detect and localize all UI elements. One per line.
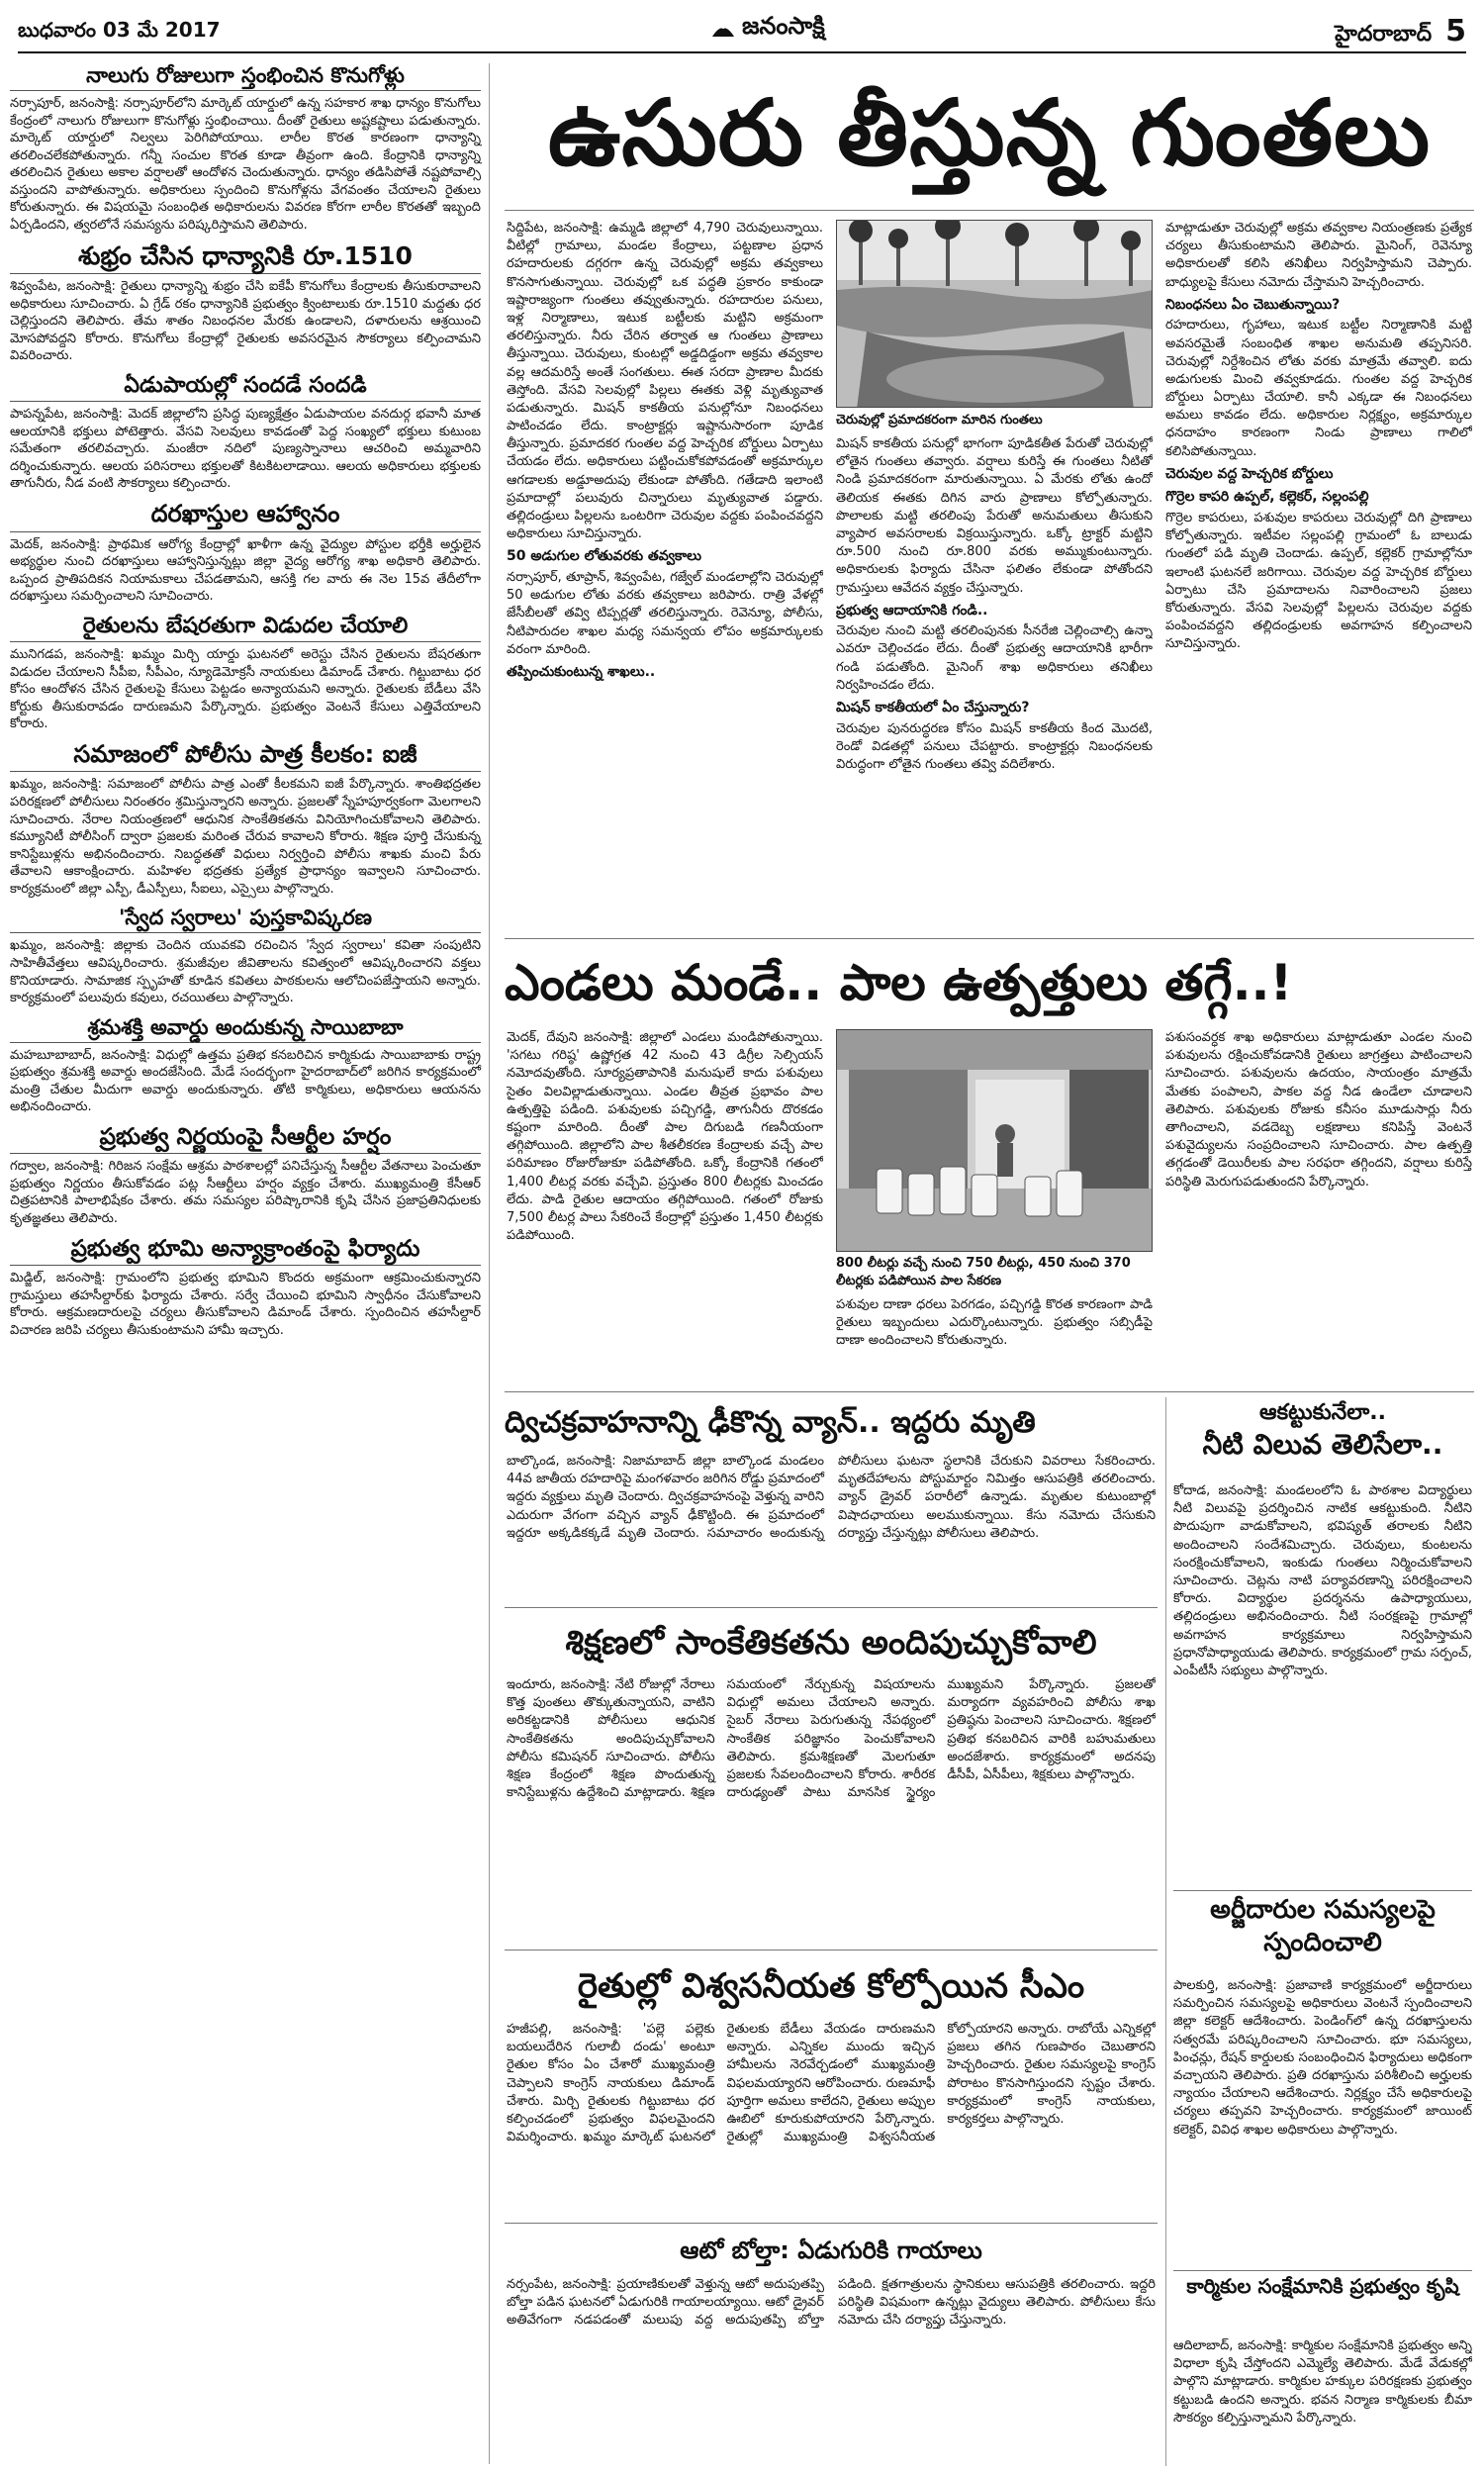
lead-headline: ఉసురు తీస్తున్న గుంతలు	[547, 80, 1432, 186]
petitioners-headline-line1: అర్జీదారుల సమస్యలపై	[1210, 1895, 1436, 1925]
left-story-headline: 'స్వేద స్వరాలు' పుస్తకావిష్కరణ	[10, 905, 481, 933]
milk-body-2: పశుసంవర్ధక శాఖ అధికారులు మాట్లాడుతూ ఎండల నుంచి పశువులను రక్షించుకోవడానికి రైతులు జాగ్రత్తలు పాటించాలని సూచించారు. పశువులను ఉదయం, సాయంత్రం మాత్రమే మేతకు పంపాలని, పాకల వద్ద నీడ ఉండేలా చూడాలని తెలిపారు. పశువులకు రోజుకు కనీసం మూడుసార్లు నీరు తాగించాలని, వడదెబ్బ లక్షణాలు కనిపిస్తే వెంటనే పశువైద్యులను సంప్రదించాలని సూచించారు. పాల ఉత్పత్తి తగ్గడంతో డెయిరీలకు పాల సరఫరా తగ్గిందని, వర్షాలు కురిస్తే పరిస్థితి మెరుగుపడుతుందని పేర్కొన్నారు.	[1165, 1030, 1472, 1189]
petitioners-article	[1173, 1977, 1472, 2264]
milk-body-1b: పశువుల దాణా ధరలు పెరగడం, పచ్చిగడ్డి కొరత కారణంగా పాడి రైతులు ఇబ్బందులు ఎదుర్కొంటున్నారు. ప్రభుత్వం సబ్సిడీపై దాణా అందించాలని కోరుతున్నారు.	[836, 1297, 1153, 1349]
milk-cans-image	[837, 1030, 1153, 1252]
lead-subhead-f: చెరువుల వద్ద హెచ్చరిక బోర్డులు	[1165, 465, 1334, 482]
lead-body-1: సిద్దిపేట, జనంసాక్షి: ఉమ్మడి జిల్లాలో 4,790 చెరువులున్నాయి. వీటిల్లో గ్రామాలు, మండల కేంద్రాలు, పట్టణాల ప్రధాన రహదారులకు దగ్గరగా ఉన్న చెరువుల్లో అక్రమ తవ్వకాలు కొనసాగుతున్నాయి. చెరువుల్లో ఒక పద్ధతి ప్రకారం కాకుండా ఇష్టారాజ్యంగా గుంతలు తవ్వుతున్నారు. రహదారుల పనులు, ఇళ్ల నిర్మాణాలు, ఇటుక బట్టీలకు మట్టిని అక్రమంగా తరలిస్తున్నారు. నీరు చేరిన తర్వాత ఆ గుంతలు ప్రాణాలు తీస్తున్నాయి. చెరువులు, కుంటల్లో అడ్డదిడ్డంగా అక్రమ తవ్వకాల వల్ల ఆదమరిస్తే అంతే సంగతులు. ఈత సరదా ప్రాణాల మీదకు తెస్తోంది. వేసవి సెలవుల్లో పిల్లలు ఈతకు వెళ్లి మృత్యువాత పడుతున్నారు. మిషన్ కాకతీయ పనుల్లోనూ నిబంధనలు పాటించడం లేదు. కాంట్రాక్టర్లు ఇష్టానుసారంగా పూడిక తీస్తున్నారు. ప్రమాదకర గుంతల వద్ద హెచ్చరిక బోర్డులు ఏర్పాటు చేయడం లేదు. అధికారులు పట్టించుకోకపోవడంతో అక్రమార్కుల ఆగడాలకు అడ్డూఅదుపు లేకుండా పోతోంది. గతేడాది ఇలాంటి ప్రమాదాల్లో పలువురు చిన్నారులు మృత్యువాత పడ్డారు. తల్లిదండ్రులు పిల్లలను ఒంటరిగా చెరువుల వద్దకు పంపించవద్దని అధికారులు సూచిస్తున్నారు.	[507, 221, 823, 542]
logo-text: జనంసాక్షి	[742, 12, 825, 40]
newspaper-logo	[710, 12, 825, 46]
milk-article-col1b	[836, 1296, 1153, 1385]
lead-article-col1	[507, 220, 823, 932]
farmers-cm-headline: రైతుల్లో విశ్వసనీయత కోల్పోయిన సీఎం	[577, 1966, 1085, 2006]
lead-body-3b: రహదారులు, గృహాలు, ఇటుక బట్టీల నిర్మాణానికి మట్టి అవసరమైతే సంబంధిత శాఖల అనుమతి తప్పనిసరి. చెరువుల్లో నిర్దేశించిన లోతు వరకు మాత్రమే తవ్వాలి. ఐదు అడుగులకు మించి తవ్వకూడదు. గుంతల వద్ద హెచ్చరిక బోర్డులు ఏర్పాటు చేయాలి. కానీ ఎక్కడా ఈ నిబంధనలు అమలు కావడం లేదు. అధికారుల నిర్లక్ష్యం, అక్రమార్కుల ధనదాహం కారణంగా నిండు ప్రాణాలు గాలిలో కలిసిపోతున్నాయి.	[1165, 318, 1472, 459]
pond-pit-image	[837, 221, 1153, 408]
divider	[505, 1391, 1474, 1392]
milk-headline: ఎండలు మండే.. పాల ఉత్పత్తులు తగ్గే..!	[505, 954, 1293, 1011]
petitioners-headline-line2: స్పందించాలి	[1263, 1927, 1382, 1957]
accident-body: బాల్కొండ, జనంసాక్షి: నిజామాబాద్ జిల్లా బాల్కొండ మండలం 44వ జాతీయ రహదారిపై మంగళవారం జరిగిన రోడ్డు ప్రమాదంలో ఇద్దరు వ్యక్తులు మృతి చెందారు. ద్విచక్రవాహనంపై వెళ్తున్న వారిని ఎదురుగా వేగంగా వచ్చిన వ్యాన్ ఢీకొట్టింది. ఈ ప్రమాదంలో ఇద్దరూ అక్కడికక్కడే మృతి చెందారు. సమాచారం అందుకున్న పోలీసులు ఘటనా స్థలానికి చేరుకుని వివరాలు సేకరించారు. మృతదేహాలను పోస్టుమార్టం నిమిత్తం ఆసుపత్రికి తరలించారు. వ్యాన్ డ్రైవర్ పరారీలో ఉన్నాడు. మృతుల కుటుంబాల్లో విషాదఛాయలు అలముకున్నాయి. కేసు నమోదు చేసుకుని దర్యాప్తు చేస్తున్నట్లు పోలీసులు తెలిపారు.	[507, 1454, 1156, 1541]
lead-body-2: మిషన్ కాకతీయ పనుల్లో భాగంగా పూడికతీత పేరుతో చెరువుల్లో లోతైన గుంతలు తవ్వారు. వర్షాలు కురిస్తే ఈ గుంతలు నీటితో నిండి ప్రమాదకరంగా మారుతున్నాయి. ఏ మేరకు లోతు ఉందో తెలియక ఈతకు దిగిన వారు ప్రాణాలు కోల్పోతున్నారు. పొలాలకు మట్టి తరలింపు పేరుతో అనుమతులు తీసుకుని వ్యాపార అవసరాలకు విక్రయిస్తున్నారు. ఒక్కో ట్రాక్టర్ మట్టిని రూ.500 నుంచి రూ.800 వరకు అమ్ముకుంటున్నారు. అధికారులకు ఫిర్యాదు చేసినా ఫలితం లేకుండా పోతోందని గ్రామస్తులు ఆవేదన వ్యక్తం చేస్తున్నారు.	[836, 436, 1153, 596]
left-story-headline: నాలుగు రోజులుగా స్తంభించిన కొనుగోళ్లు	[10, 63, 481, 91]
milk-photo-caption: 800 లీటర్లు వచ్చే నుంచి 750 లీటర్లు, 450 నుంచి 370 లీటర్లకు పడిపోయిన పాల సేకరణ	[836, 1256, 1131, 1288]
lead-subhead-d: మిషన్ కాకతీయలో ఏం చేస్తున్నారు?	[836, 700, 1030, 716]
divider	[1173, 2270, 1472, 2271]
divider	[505, 938, 1474, 939]
lead-body-3c: గొర్రెల కాపరులు, పశువుల కాపరులు చెరువుల్లో దిగి ప్రాణాలు కోల్పోతున్నారు. ఇటీవల సల్లంపల్లి గ్రామంలో ఓ బాలుడు గుంతలో పడి మృతి చెందాడు. ఉప్పల్, కల్లెకర్ గ్రామాల్లోనూ ఇలాంటి ఘటనలే జరిగాయి. చెరువుల వద్ద హెచ్చరిక బోర్డులు ఏర్పాటు చేసి ప్రమాదాలను నివారించాలని ప్రజలు కోరుతున్నారు. వేసవి సెలవుల్లో పిల్లలను చెరువుల వద్దకు పంపించవద్దని తల్లిదండ్రులకు అవగాహన కల్పించాలని సూచిస్తున్నారు.	[1165, 511, 1472, 652]
milk-photo	[836, 1029, 1153, 1252]
left-story	[10, 1124, 481, 1228]
left-news-column	[10, 63, 490, 2464]
milk-article-col2	[1165, 1029, 1472, 1385]
left-story	[10, 614, 481, 733]
water-headline-line1: ఆకట్టుకునేలా..	[1259, 1400, 1386, 1425]
left-story	[10, 1236, 481, 1340]
lead-body-2c: చెరువుల పునరుద్ధరణ కోసం మిషన్ కాకతీయ కింద మొదటి, రెండో విడతల్లో పనులు చేపట్టారు. కాంట్రాక్టర్లు నిబంధనలకు విరుద్ధంగా లోతైన గుంతలు తవ్వి వదిలేశారు.	[836, 720, 1153, 772]
lead-body-1b: నర్సాపూర్, తూప్రాన్, శివ్వంపేట, గజ్వేల్ మండలాల్లోని చెరువుల్లో 50 అడుగుల లోతు వరకు తవ్వకాలు జరిపారు. రాత్రి వేళల్లో జేసీబీలతో తవ్వి టిప్పర్లతో తరలిస్తున్నారు. రెవెన్యూ, పోలీసు, నీటిపారుదల శాఖల మధ్య సమన్వయ లోపం అక్రమార్కులకు వరంగా మారింది.	[507, 569, 823, 657]
water-value-body: కోదాడ, జనంసాక్షి: మండలంలోని ఓ పాఠశాల విద్యార్థులు నీటి విలువపై ప్రదర్శించిన నాటిక ఆకట్టుకుంది. నీటిని పొదుపుగా వాడుకోవాలని, భవిష్యత్ తరాలకు నీటిని అందించాలని సందేశమిచ్చారు. చెరువులు, కుంటలను సంరక్షించుకోవాలని, ఇంకుడు గుంతలు నిర్మించుకోవాలని సూచించారు. చెట్లను నాటి పర్యావరణాన్ని పరిరక్షించాలని కోరారు. విద్యార్థుల ప్రదర్శనను ఉపాధ్యాయులు, తల్లిదండ్రులు అభినందించారు. నీటి సంరక్షణపై గ్రామాల్లో అవగాహన కార్యక్రమాలు నిర్వహిస్తామని ప్రధానోపాధ్యాయుడు తెలిపారు. కార్యక్రమంలో గ్రామ సర్పంచ్, ఎంపీటీసీ సభ్యులు పాల్గొన్నారు.	[1173, 1483, 1472, 1678]
column-divider	[1165, 1397, 1166, 2466]
training-headline: శిక్షణలో సాంకేతికతను అందిపుచ్చుకోవాలి	[565, 1623, 1097, 1663]
left-story-headline: ప్రభుత్వ నిర్ణయంపై సీఆర్టీల హర్షం	[10, 1124, 481, 1154]
accident-article	[507, 1453, 1156, 1601]
divider	[505, 1607, 1158, 1608]
milk-article-col1	[507, 1029, 823, 1385]
left-story-headline: శ్రమశక్తి అవార్డు అందుకున్న సాయిబాబా	[10, 1015, 481, 1043]
auto-accident-headline: ఆటో బోల్తా: ఏడుగురికి గాయాలు	[680, 2236, 982, 2264]
lead-subhead-e: నిబంధనలు ఏం చెబుతున్నాయి?	[1165, 296, 1341, 313]
lead-article-col3	[1165, 220, 1472, 932]
left-story	[10, 1015, 481, 1116]
left-story-body: మిడ్జిల్, జనంసాక్షి: గ్రామంలోని ప్రభుత్వ భూమిని కొందరు అక్రమంగా ఆక్రమించుకున్నారని గ్రామస్తులు తహసీల్దార్‌కు ఫిర్యాదు చేశారు. సర్వే చేయించి భూమిని స్వాధీనం చేసుకోవాలని కోరారు. ఆక్రమణదారులపై చర్యలు తీసుకోవాలని డిమాండ్ చేశారు. స్పందించిన తహసీల్దార్ విచారణ జరిపి చర్యలు తీసుకుంటామని హామీ ఇచ్చారు.	[10, 1270, 481, 1338]
left-story-body: నర్సాపూర్, జనంసాక్షి: నర్సాపూర్‌లోని మార్కెట్ యార్డులో ఉన్న సహకార శాఖ ధాన్యం కొనుగోలు కేంద్రంలో నాలుగు రోజులుగా కొనుగోళ్లు స్తంభించాయి. దీంతో రైతులు అష్టకష్టాలు పడుతున్నారు. మార్కెట్ యార్డులో నిల్వలు పెరిగిపోయాయి. లారీల కొరత కారణంగా ధాన్యాన్ని తరలించలేకపోతున్నారు. గన్నీ సంచుల కొరత కూడా తీవ్రంగా ఉంది. కేంద్రానికి ధాన్యాన్ని తరలించిన రైతులు అకాల వర్షాలతో ఆందోళన చెందుతున్నారు. ధాన్యం తడిసిపోతే నష్టపోవాల్సి వస్తుందని వాపోతున్నారు. అధికారులు స్పందించి కొనుగోళ్లను వేగవంతం చేయాలని రైతులు కోరుతున్నారు. ఈ విషయమై సంబంధిత అధికారులను వివరణ కోరగా లారీల కొరతతో ఇబ్బంది ఏర్పడిందని, త్వరలోనే సమస్యను పరిష్కరిస్తామని తెలిపారు.	[10, 96, 481, 233]
left-story-body: మునిగడప, జనంసాక్షి: ఖమ్మం మిర్చి యార్డు ఘటనలో అరెస్టు చేసిన రైతులను బేషరతుగా విడుదల చేయాలని సీపీఐ, సీపీఎం, న్యూడెమోక్రసీ నాయకులు డిమాండ్ చేశారు. గిట్టుబాటు ధర కోసం ఆందోళన చేసిన రైతులపై కేసులు పెట్టడం అన్యాయమని అన్నారు. రైతులకు బేడీలు వేసి కోర్టుకు తీసుకురావడం దారుణమని పేర్కొన్నారు. ప్రభుత్వం వెంటనే కేసులు ఎత్తివేయాలని కోరారు.	[10, 647, 481, 732]
lead-subhead-a: 50 అడుగుల లోతువరకు తవ్వకాలు	[507, 548, 701, 565]
left-story-body: ఖమ్మం, జనంసాక్షి: జిల్లాకు చెందిన యువకవి రచించిన 'స్వేద స్వరాలు' కవితా సంపుటిని సాహితీవేత్తలు ఆవిష్కరించారు. శ్రమజీవుల జీవితాలను కవిత్వంలో ఆవిష్కరించారని వక్తలు కొనియాడారు. సామాజిక స్పృహతో కూడిన కవితలు పాఠకులను ఆలోచింపజేస్తాయని అన్నారు. కార్యక్రమంలో పలువురు కవులు, రచయితలు పాల్గొన్నారు.	[10, 938, 481, 1006]
lead-subhead-g: గొర్రెల కాపరి ఉప్పల్, కల్లెకర్, సల్లంపల్లి	[1165, 489, 1369, 506]
divider	[505, 1950, 1158, 1951]
left-story-headline: రైతులను బేషరతుగా విడుదల చేయాలి	[10, 614, 481, 642]
divider	[505, 2223, 1158, 2224]
water-headline-line2: నీటి విలువ తెలిసేలా..	[1202, 1427, 1443, 1461]
lead-body-2b: చెరువుల నుంచి మట్టి తరలింపునకు సీనరేజి చెల్లించాల్సి ఉన్నా ఎవరూ చెల్లించడం లేదు. దీంతో ప్రభుత్వ ఆదాయానికి భారీగా గండి పడుతోంది. మైనింగ్ శాఖ అధికారులు తనిఖీలు నిర్వహించడం లేదు.	[836, 623, 1153, 693]
divider	[1173, 1890, 1472, 1891]
workers-welfare-article	[1173, 2337, 1472, 2464]
left-story	[10, 905, 481, 1006]
auto-accident-body: నర్సంపేట, జనంసాక్షి: ప్రయాణికులతో వెళ్తున్న ఆటో అదుపుతప్పి బోల్తా పడిన ఘటనలో ఏడుగురికి గాయాలయ్యాయి. ఆటో డ్రైవర్ అతివేగంగా నడపడంతో మలుపు వద్ద అదుపుతప్పి బోల్తా పడింది. క్షతగాత్రులను స్థానికులు ఆసుపత్రికి తరలించారు. ఇద్దరి పరిస్థితి విషమంగా ఉన్నట్లు వైద్యులు తెలిపారు. పోలీసులు కేసు నమోదు చేసి దర్యాప్తు చేస్తున్నారు.	[507, 2277, 1156, 2329]
page-number: 5	[1445, 14, 1466, 48]
left-story	[10, 242, 481, 365]
left-story-body: శివ్వంపేట, జనంసాక్షి: రైతులు ధాన్యాన్ని శుభ్రం చేసి ఐకేపీ కొనుగోలు కేంద్రాలకు తీసుకురావాలని అధికారులు సూచించారు. ఏ గ్రేడ్ రకం ధాన్యానికి ప్రభుత్వం క్వింటాలుకు రూ.1510 మద్దతు ధర చెల్లిస్తుందని తెలిపారు. తేమ శాతం నిబంధనల మేరకు ఉండాలని, దళారులను ఆశ్రయించి మోసపోవద్దని కోరారు. కొనుగోలు కేంద్రాల్లో రైతులకు అవసరమైన సౌకర్యాలు కల్పించామని వివరించారు.	[10, 279, 481, 364]
accident-headline: ద్విచక్రవాహనాన్ని ఢీకొన్న వ్యాన్.. ఇద్దరు మృతి	[505, 1405, 1036, 1440]
water-value-article	[1173, 1482, 1472, 1883]
left-story-headline: సమాజంలో పోలీసు పాత్ర కీలకం: ఐజీ	[10, 741, 481, 773]
left-story-body: మహబూబాబాద్, జనంసాక్షి: విధుల్లో ఉత్తమ ప్రతిభ కనబరిచిన కార్మికుడు సాయిబాబాకు రాష్ట్ర ప్రభుత్వం శ్రమశక్తి అవార్డు అందజేసింది. మేడే సందర్భంగా హైదరాబాద్‌లో జరిగిన కార్యక్రమంలో మంత్రి చేతుల మీదుగా అవార్డు అందుకున్నారు. తోటి కార్మికులు, అధికారులు ఆయనను అభినందించారు.	[10, 1047, 481, 1115]
left-story	[10, 373, 481, 493]
issue-date: బుధవారం 03 మే 2017	[18, 18, 221, 42]
left-story-headline: ప్రభుత్వ భూమి అన్యాక్రాంతంపై ఫిర్యాదు	[10, 1236, 481, 1266]
left-story-body: పాపన్నపేట, జనంసాక్షి: మెదక్ జిల్లాలోని ప్రసిద్ధ పుణ్యక్షేత్రం ఏడుపాయల వనదుర్గ భవానీ మాత ఆలయానికి భక్తులు పోటెత్తారు. వేసవి సెలవులు కావడంతో పెద్ద సంఖ్యలో భక్తులు కుటుంబ సమేతంగా తరలివచ్చారు. మంజీరా నదిలో పుణ్యస్నానాలు ఆచరించి అమ్మవారిని దర్శించుకున్నారు. ఆలయ పరిసరాలు భక్తులతో కిటకిటలాడాయి. ఆలయ అధికారులు భక్తులకు తాగునీరు, నీడ వంటి సౌకర్యాలు కల్పించారు.	[10, 407, 481, 492]
water-value-headline	[1173, 1399, 1472, 1478]
left-story	[10, 741, 481, 898]
left-story	[10, 63, 481, 235]
left-story-headline: దరఖాస్తుల ఆహ్వానం	[10, 501, 481, 532]
left-story-headline: శుభ్రం చేసిన ధాన్యానికి రూ.1510	[10, 242, 481, 275]
petitioners-body: పాలకుర్తి, జనంసాక్షి: ప్రజావాణి కార్యక్రమంలో అర్జీదారులు సమర్పించిన సమస్యలపై అధికారులు వెంటనే స్పందించాలని జిల్లా కలెక్టర్ ఆదేశించారు. పెండింగ్‌లో ఉన్న దరఖాస్తులను సత్వరమే పరిష్కరించాలని సూచించారు. భూ సమస్యలు, పింఛన్లు, రేషన్ కార్డులకు సంబంధించిన ఫిర్యాదులు అధికంగా వచ్చాయని తెలిపారు. ప్రతి దరఖాస్తును పరిశీలించి అర్హులకు న్యాయం చేయాలని ఆదేశించారు. నిర్లక్ష్యం చేసే అధికారులపై చర్యలు తప్పవని హెచ్చరించారు. కార్యక్రమంలో జాయింట్ కలెక్టర్, వివిధ శాఖల అధికారులు పాల్గొన్నారు.	[1173, 1978, 1472, 2138]
logo-icon	[710, 17, 736, 41]
petitioners-headline	[1173, 1894, 1472, 1973]
left-story-body: మెదక్, జనంసాక్షి: ప్రాథమిక ఆరోగ్య కేంద్రాల్లో ఖాళీగా ఉన్న వైద్యుల పోస్టుల భర్తీకి అర్హులైన అభ్యర్థుల నుంచి దరఖాస్తులు ఆహ్వానిస్తున్నట్లు జిల్లా వైద్య ఆరోగ్య శాఖ అధికారి తెలిపారు. ఒప్పంద ప్రాతిపదికన నియామకాలు చేపడతామని, ఆసక్తి గల వారు ఈ నెల 15వ తేదీలోగా దరఖాస్తులు సమర్పించాలని సూచించారు.	[10, 536, 481, 605]
milk-body-1: మెదక్, దేవుని జనంసాక్షి: జిల్లాలో ఎండలు మండిపోతున్నాయి. 'సగటు గరిష్ఠ' ఉష్ణోగ్రత 42 నుంచి 43 డిగ్రీల సెల్సియస్ నమోదవుతోంది. సూర్యప్రతాపానికి మనుషులే కాదు పశువులు సైతం విలవిల్లాడుతున్నాయి. ఎండల తీవ్రత ప్రభావం పాల ఉత్పత్తిపై పడింది. పశువులకు పచ్చిగడ్డి, తాగునీరు దొరకడం కష్టంగా మారింది. దీంతో పాల దిగుబడి గణనీయంగా తగ్గిపోయింది. జిల్లాలోని పాల శీతలీకరణ కేంద్రాలకు వచ్చే పాల పరిమాణం రోజురోజుకూ పడిపోతోంది. ఒక్కో కేంద్రానికి గతంలో 1,400 లీటర్ల వరకు వచ్చేవి. ప్రస్తుతం 800 లీటర్లకు మించడం లేదు. పాడి రైతుల ఆదాయం తగ్గిపోయింది. గతంలో రోజుకు 7,500 లీటర్ల పాలు సేకరించే కేంద్రాల్లో ప్రస్తుతం 1,450 లీటర్లకు పడిపోయింది.	[507, 1030, 823, 1244]
left-story-body: ఖమ్మం, జనంసాక్షి: సమాజంలో పోలీసు పాత్ర ఎంతో కీలకమని ఐజీ పేర్కొన్నారు. శాంతిభద్రతల పరిరక్షణలో పోలీసులు నిరంతరం శ్రమిస్తున్నారని అన్నారు. ప్రజలతో స్నేహపూర్వకంగా మెలగాలని సూచించారు. నేరాల నియంత్రణలో ఆధునిక సాంకేతికతను వినియోగించుకోవాలని తెలిపారు. కమ్యూనిటీ పోలీసింగ్ ద్వారా ప్రజలకు మరింత చేరువ కావాలని కోరారు. శిక్షణ పూర్తి చేసుకున్న కానిస్టేబుళ్లను అభినందించారు. నిబద్ధతతో విధులు నిర్వర్తించి పోలీసు శాఖకు మంచి పేరు తేవాలని ఆకాంక్షించారు. మహిళల భద్రతకు ప్రత్యేక ప్రాధాన్యం ఇవ్వాలని సూచించారు. కార్యక్రమంలో జిల్లా ఎస్పీ, డీఎస్పీలు, సీఐలు, ఎస్సైలు పాల్గొన్నారు.	[10, 777, 481, 897]
left-story-body: గద్వాల, జనంసాక్షి: గిరిజన సంక్షేమ ఆశ్రమ పాఠశాలల్లో పనిచేస్తున్న సీఆర్టీల వేతనాలు పెంచుతూ ప్రభుత్వం నిర్ణయం తీసుకోవడం పట్ల సీఆర్టీలు హర్షం వ్యక్తం చేశారు. ముఖ్యమంత్రి కేసీఆర్ చిత్రపటానికి పాలాభిషేకం చేశారు. తమ సమస్యల పరిష్కారానికి కృషి చేసిన ప్రజాప్రతినిధులకు కృతజ్ఞతలు తెలిపారు.	[10, 1159, 481, 1226]
page-location	[1335, 14, 1466, 51]
farmers-cm-body: హజీపల్లి, జనంసాక్షి: 'పల్లె పల్లెకు బయలుదేరిన గులాబీ దండు' అంటూ రైతుల కోసం ఏం చేశారో ముఖ్యమంత్రి చెప్పాలని కాంగ్రెస్ నాయకులు డిమాండ్ చేశారు. మిర్చి రైతులకు గిట్టుబాటు ధర కల్పించడంలో ప్రభుత్వం విఫలమైందని విమర్శించారు. ఖమ్మం మార్కెట్ ఘటనలో రైతులకు బేడీలు వేయడం దారుణమని అన్నారు. ఎన్నికల ముందు ఇచ్చిన హామీలను నెరవేర్చడంలో ముఖ్యమంత్రి విఫలమయ్యారని ఆరోపించారు. రుణమాఫీ పూర్తిగా అమలు కాలేదని, రైతులు అప్పుల ఊబిలో కూరుకుపోయారని పేర్కొన్నారు. రైతుల్లో ముఖ్యమంత్రి విశ్వసనీయత కోల్పోయారని అన్నారు. రాబోయే ఎన్నికల్లో ప్రజలు తగిన గుణపాఠం చెబుతారని హెచ్చరించారు. రైతుల సమస్యలపై కాంగ్రెస్ పోరాటం కొనసాగిస్తుందని స్పష్టం చేశారు. కార్యక్రమంలో కాంగ్రెస్ నాయకులు, కార్యకర్తలు పాల్గొన్నారు.	[507, 2022, 1156, 2145]
lead-subhead-b: తప్పించుకుంటున్న శాఖలు..	[507, 663, 656, 680]
left-story-headline: ఏడుపాయల్లో సందడే సందడి	[10, 373, 481, 402]
masthead	[18, 8, 1466, 53]
lead-photo-caption: చెరువుల్లో ప్రమాదకరంగా మారిన గుంతలు	[836, 413, 1043, 428]
workers-welfare-body: ఆదిలాబాద్, జనంసాక్షి: కార్మికుల సంక్షేమానికి ప్రభుత్వం అన్ని విధాలా కృషి చేస్తోందని ఎమ్మెల్యే తెలిపారు. మేడే వేడుకల్లో పాల్గొని మాట్లాడారు. కార్మికుల హక్కుల పరిరక్షణకు ప్రభుత్వం కట్టుబడి ఉందని అన్నారు. భవన నిర్మాణ కార్మికులకు బీమా సౌకర్యం కల్పిస్తున్నామని పేర్కొన్నారు.	[1173, 2338, 1472, 2426]
city-name: హైదరాబాద్	[1335, 22, 1433, 47]
farmers-cm-article	[507, 2021, 1156, 2219]
workers-welfare-headline: కార్మికుల సంక్షేమానికి ప్రభుత్వం కృషి	[1186, 2274, 1459, 2298]
left-story	[10, 501, 481, 606]
training-body: ఇందూరు, జనంసాక్షి: నేటి రోజుల్లో నేరాలు కొత్త పుంతలు తొక్కుతున్నాయని, వాటిని అరికట్టడానికి పోలీసులు ఆధునిక సాంకేతికతను అందిపుచ్చుకోవాలని పోలీసు కమిషనర్ సూచించారు. పోలీసు శిక్షణ కేంద్రంలో శిక్షణ పొందుతున్న కానిస్టేబుళ్లను ఉద్దేశించి మాట్లాడారు. శిక్షణ సమయంలో నేర్చుకున్న విషయాలను విధుల్లో అమలు చేయాలని అన్నారు. సైబర్ నేరాలు పెరుగుతున్న నేపథ్యంలో సాంకేతిక పరిజ్ఞానం పెంచుకోవాలని తెలిపారు. క్రమశిక్షణతో మెలగుతూ ప్రజలకు సేవలందించాలని కోరారు. శారీరక దారుఢ్యంతో పాటు మానసిక స్థైర్యం ముఖ్యమని పేర్కొన్నారు. ప్రజలతో మర్యాదగా వ్యవహరించి పోలీసు శాఖ ప్రతిష్ఠను పెంచాలని సూచించారు. శిక్షణలో ప్రతిభ కనబరిచిన వారికి బహుమతులు అందజేశారు. కార్యక్రమంలో అదనపు డీసీపీ, ఏసీపీలు, శిక్షకులు పాల్గొన్నారు.	[507, 1677, 1156, 1801]
lead-photo-pits	[836, 220, 1153, 408]
lead-subhead-c: ప్రభుత్వ ఆదాయానికి గండి..	[836, 602, 988, 618]
training-article	[507, 1676, 1156, 1944]
auto-accident-article	[507, 2276, 1156, 2464]
divider	[505, 210, 1474, 211]
lead-article-col2	[836, 435, 1153, 932]
lead-body-3: మాట్లాడుతూ చెరువుల్లో అక్రమ తవ్వకాల నియంత్రణకు ప్రత్యేక చర్యలు తీసుకుంటామని తెలిపారు. మైనింగ్, రెవెన్యూ అధికారులతో కలిసి తనిఖీలు నిర్వహిస్తామని చెప్పారు. బాధ్యులపై కేసులు నమోదు చేస్తామని హెచ్చరించారు.	[1165, 221, 1472, 290]
